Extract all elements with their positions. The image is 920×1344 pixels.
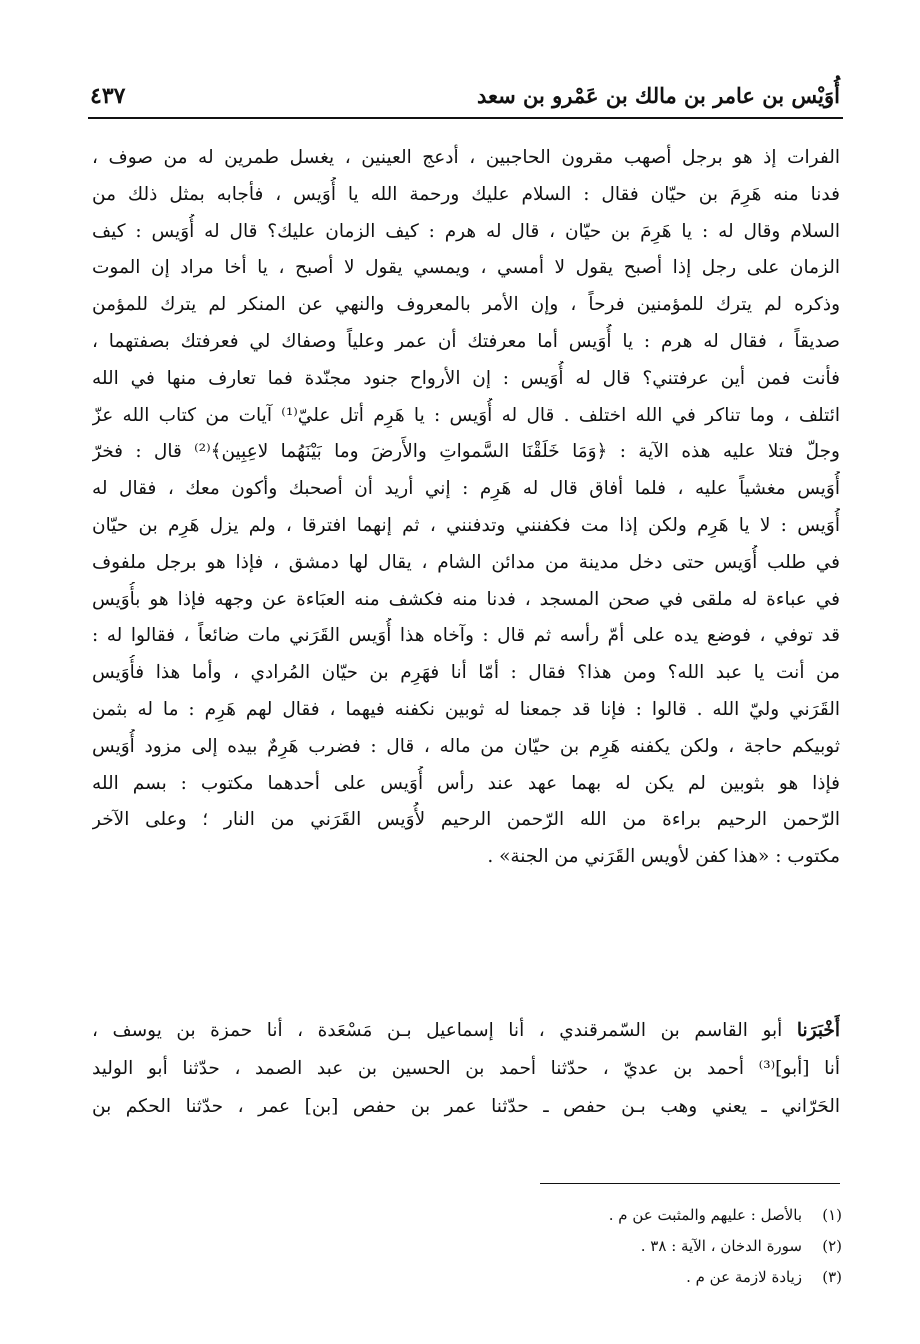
isnad-paragraph	[92, 1012, 840, 1126]
line-rest: أبو القاسم بن السّمرقندي ، أنا إسماعيل بـن مَسْعَدة ، أنا حمزة بن يوسف ،	[92, 1020, 797, 1041]
text-line: الحَرّاني ـ يعني وهب بـن حفص ـ حدّثنا عمر بن حفص [بن] عمر ، حدّثنا الحكم بن	[92, 1096, 840, 1117]
text-line: أُوَيس مغشياً عليه ، فلما أفاق قال له هَرِم : إني أريد أن أصحبك وأكون معك ، فقال له	[92, 478, 840, 500]
footnote-2	[342, 1231, 842, 1262]
text-line: مكتوب : «هذا كفن لأويس القَرَني من الجنة» .	[487, 846, 840, 868]
header-divider	[88, 117, 843, 119]
running-title: أُوَيْس بن عامر بن مالك بن عَمْرو بن سعد	[476, 83, 840, 108]
footnote-divider	[540, 1183, 840, 1184]
text-line: فدنا منه هَرِمَ بن حيّان فقال : السلام عليك ورحمة الله يا أُوَيس ، فأجابه بمثل ذلك من	[92, 183, 840, 205]
text-line: من أنت يا عبد الله؟ ومن هذا؟ فقال : أمّا أنا فهَرِم بن حيّان المُرادي ، وأما هذا فأُوَيس	[92, 662, 840, 684]
text-line: أُوَيس : لا يا هَرِم ولكن إذا مت فكفنني وتدفنني ، ثم إنهما افترقا ، ولم يزل هَرِم بن حيّان	[92, 514, 840, 536]
footnote-text: بالأصل : عليهم والمثبت عن م .	[608, 1206, 802, 1224]
text-line: صديقاً ، فقال له هرم : يا أُوَيس أما معرفتك أن عمر وعلياً وصفاك لي فعرفتك بصفتهما ،	[92, 330, 840, 352]
text-line: الرّحمن الرحيم براءة من الله الرّحمن الرحيم لأُوَيس القَرَني من النار ؛ وعلى الآخر	[92, 809, 840, 831]
text-line: قد توفي ، فوضع يده على أمّ رأسه ثم قال : وآخاه هذا أُوَيس القَرَني مات ضائعاً ، فقالوا له :	[92, 625, 840, 647]
footnotes	[342, 1200, 842, 1293]
text-line: في طلب أُوَيس حتى دخل مدينة من مدائن الشام ، يقال لها دمشق ، فإذا هو برجل ملفوف	[92, 551, 840, 573]
text-line: ثوبيكم حاجة ، ولكن يكفنه هَرِم بن حيّان من ماله ، قال : فضرب هَرِمٌ بيده إلى مزود أُوَيس	[92, 735, 840, 757]
main-paragraph	[92, 140, 840, 876]
text-line	[92, 1012, 840, 1050]
text-line: ائتلف ، وما تناكر في الله اختلف . قال له أُوَيس : يا هَرِم أتل عليّ⁽¹⁾ آيات من كتاب الله عزّ	[92, 404, 840, 426]
text-line: فإذا هو بثوبين لم يكن له بهما عهد عند رأس أُوَيس على أحدهما مكتوب : بسم الله	[92, 772, 840, 794]
footnote-3	[342, 1262, 842, 1293]
footnote-number: (٢)	[822, 1237, 842, 1255]
text-line: فأنت فمن أين عرفتني؟ قال له أُوَيس : إن الأرواح جنود مجنّدة فما تعارف منها في الله	[92, 367, 840, 389]
text-line: الزمان على رجل إذا أصبح يقول لا أمسي ، ويمسي يقول لا أصبح ، يا أخا مراد إن الموت	[92, 257, 840, 279]
text-line: أنا [أبو]⁽³⁾ أحمد بن عديّ ، حدّثنا أحمد بن الحسين بن عبد الصمد ، حدّثنا أبو الوليد	[92, 1058, 840, 1079]
lead-word: أَخْبَرَنا	[796, 1020, 840, 1041]
footnote-text: سورة الدخان ، الآية : ٣٨ .	[640, 1237, 802, 1255]
footnote-text: زيادة لازمة عن م .	[686, 1268, 802, 1286]
page-header	[90, 80, 840, 112]
footnote-number: (٣)	[822, 1268, 842, 1286]
page-number: ٤٣٧	[90, 83, 126, 109]
quran-verse-line: وجلّ فتلا عليه هذه الآية : ﴿وَمَا خَلَقْنَا السَّمواتِ والأَرضَ وما بَيْنَهُما لاعِبِين﴾⁽²⁾ قال : فخرّ	[92, 441, 840, 463]
text-line: في عباءة له ملقى في صحن المسجد ، فدنا منه فكشف منه العبَاءة عن وجهه فإذا هو بأُوَيس	[92, 588, 840, 610]
text-line: وذكره لم يترك للمؤمنين فرحاً ، وإن الأمر بالمعروف والنهي عن المنكر لم يترك للمؤمن	[92, 294, 840, 316]
text-line: القَرَني وليّ الله . قالوا : فإنا قد جمعنا له ثوبين نكفنه فيهما ، فقال لهم هَرِم : ما له بثمن	[92, 698, 840, 720]
text-line: السلام وقال له : يا هَرِمَ بن حيّان ، قال له هرم : كيف الزمان عليك؟ قال له أُوَيس : كيف	[92, 220, 840, 242]
footnote-number: (١)	[822, 1206, 842, 1224]
footnote-1	[342, 1200, 842, 1231]
text-line: الفرات إذ هو برجل أصهب مقرون الحاجبين ، أدعج العينين ، يغسل طمرين له من صوف ،	[92, 147, 840, 168]
